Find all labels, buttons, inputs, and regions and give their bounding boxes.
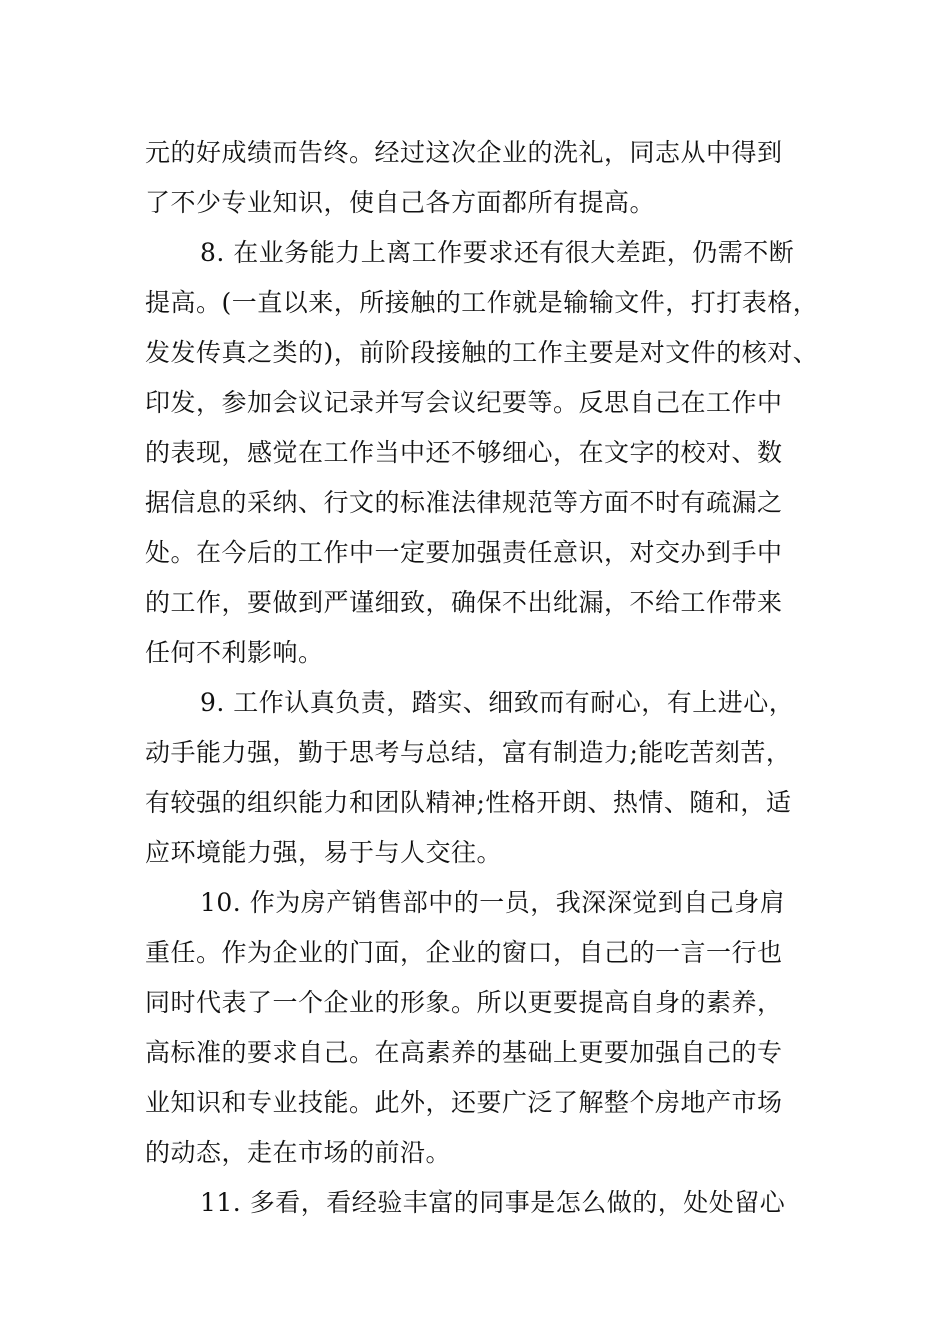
text-line: 有较强的组织能力和团队精神;性格开朗、热情、随和，适 bbox=[145, 788, 792, 817]
text-line: 发发传真之类的)，前阶段接触的工作主要是对文件的核对、 bbox=[145, 338, 819, 367]
text-line: 的动态，走在市场的前沿。 bbox=[145, 1138, 452, 1167]
text-line: 印发，参加会议记录并写会议纪要等。反思自己在工作中 bbox=[145, 388, 783, 417]
text-line: 提高。(一直以来，所接触的工作就是输输文件，打打表格， bbox=[145, 288, 819, 317]
text-line: 高标准的要求自己。在高素养的基础上更要加强自己的专 bbox=[145, 1038, 783, 1067]
paragraph-start-line: 10. 作为房产销售部中的一员，我深深觉到自己身肩 bbox=[200, 888, 786, 917]
text-line: 重任。作为企业的门面，企业的窗口，自己的一言一行也 bbox=[145, 938, 783, 967]
text-line: 任何不利影响。 bbox=[145, 638, 324, 667]
text-line: 的表现，感觉在工作当中还不够细心，在文字的校对、数 bbox=[145, 438, 783, 467]
text-line: 了不少专业知识，使自己各方面都所有提高。 bbox=[145, 188, 656, 217]
paragraph-start-line: 9. 工作认真负责，踏实、细致而有耐心，有上进心， bbox=[200, 688, 795, 717]
text-line: 应环境能力强，易于与人交往。 bbox=[145, 838, 503, 867]
text-line: 的工作，要做到严谨细致，确保不出纰漏，不给工作带来 bbox=[145, 588, 783, 617]
text-line: 元的好成绩而告终。经过这次企业的洗礼，同志从中得到 bbox=[145, 138, 783, 167]
paragraph-start-line: 11. 多看，看经验丰富的同事是怎么做的，处处留心 bbox=[200, 1188, 786, 1217]
text-line: 据信息的采纳、行文的标准法律规范等方面不时有疏漏之 bbox=[145, 488, 783, 517]
text-line: 业知识和专业技能。此外，还要广泛了解整个房地产市场 bbox=[145, 1088, 783, 1117]
text-line: 动手能力强，勤于思考与总结，富有制造力;能吃苦刻苦， bbox=[145, 738, 792, 767]
text-line: 处。在今后的工作中一定要加强责任意识，对交办到手中 bbox=[145, 538, 783, 567]
paragraph-start-line: 8. 在业务能力上离工作要求还有很大差距，仍需不断 bbox=[200, 238, 795, 267]
document-body bbox=[145, 128, 819, 1228]
text-line: 同时代表了一个企业的形象。所以更要提高自身的素养， bbox=[145, 988, 783, 1017]
